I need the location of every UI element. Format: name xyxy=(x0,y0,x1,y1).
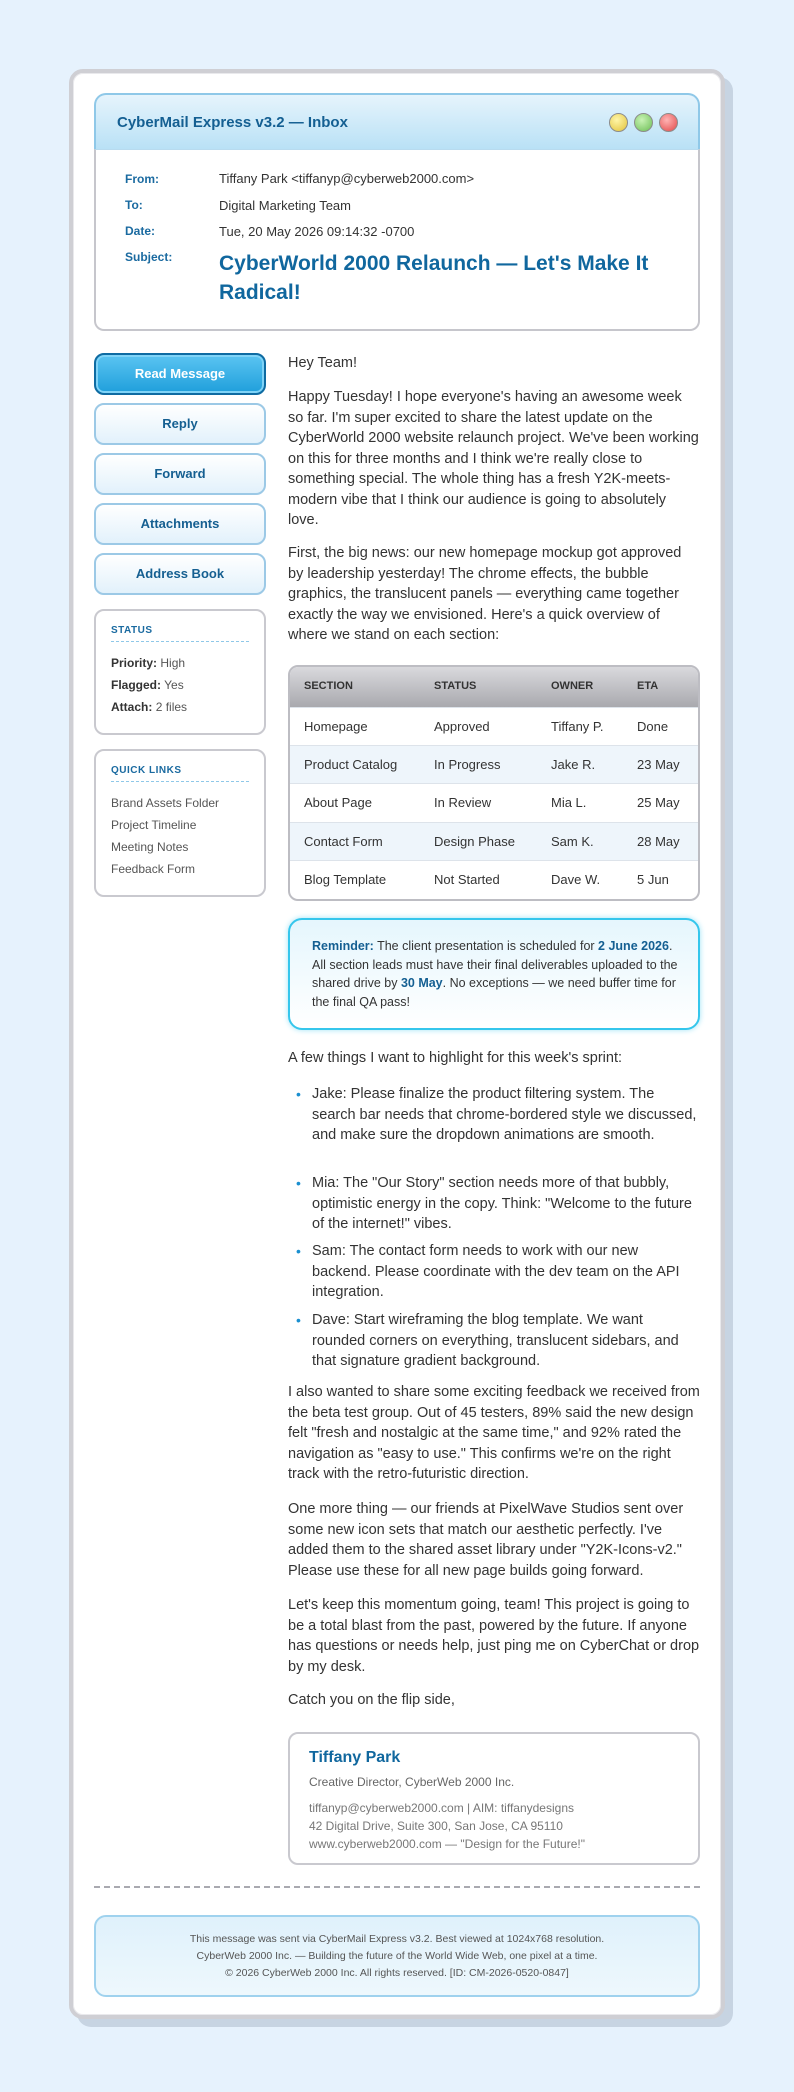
cell-owner: Tiffany P. xyxy=(551,719,604,734)
bullet-icon: • xyxy=(296,1086,301,1102)
cell-section: Blog Template xyxy=(304,872,387,887)
list-item: • Mia: The "Our Story" section needs more of that bubbly, optimistic energy in the copy. Think: "Welcome to the future of the internet!" vibes. xyxy=(296,1175,692,1232)
cell-owner: Mia L. xyxy=(551,795,587,810)
table-row xyxy=(290,822,698,861)
paragraph-news: First, the big news: our new homepage mockup got approved by leadership yesterday! The chrome effects, the bubble graphics, the translucent panels — everything came together exactly the way we envisioned. Here's a quick overview of where we stand on each section: xyxy=(288,545,682,643)
reminder-label: Reminder: xyxy=(312,939,374,953)
bullet-icon: • xyxy=(296,1312,301,1328)
from-label: From: xyxy=(125,172,159,186)
reminder-box xyxy=(288,918,700,1030)
quick-links-panel xyxy=(94,749,266,897)
signature-contact[interactable]: tiffanyp@cyberweb2000.com | AIM: tiffanydesigns xyxy=(309,1801,574,1815)
minimize-button[interactable] xyxy=(609,113,628,132)
forward-button[interactable]: Forward xyxy=(94,453,266,495)
col-owner: OWNER xyxy=(551,680,594,692)
cell-section: Product Catalog xyxy=(304,757,398,772)
cell-owner: Jake R. xyxy=(551,757,596,772)
attachments-button[interactable]: Attachments xyxy=(94,503,266,545)
reminder-text: Reminder: The client presentation is scheduled for 2 June 2026. All section leads must have their final deliverables uploaded to the shared drive by 30 May. No exceptions — we need buffer time for the final QA pass! xyxy=(312,939,678,1009)
deadline-date: 30 May xyxy=(400,976,443,990)
quick-link-brand-assets[interactable]: Brand Assets Folder xyxy=(111,796,220,810)
cell-status: Design Phase xyxy=(434,834,515,849)
to-label: To: xyxy=(125,198,143,212)
cell-eta: 28 May xyxy=(637,834,680,849)
bullet-icon: • xyxy=(296,1243,301,1259)
flagged-row: Flagged: Yes xyxy=(111,678,184,692)
from-value: Tiffany Park <tiffanyp@cyberweb2000.com> xyxy=(219,171,475,186)
signature-address: 42 Digital Drive, Suite 300, San Jose, CA 95110 xyxy=(309,1819,563,1833)
cell-status: Not Started xyxy=(434,872,500,887)
message-header xyxy=(94,149,700,331)
footer xyxy=(94,1915,700,1997)
quick-link-project-timeline[interactable]: Project Timeline xyxy=(111,818,197,832)
date-label: Date: xyxy=(125,224,156,238)
reply-button[interactable]: Reply xyxy=(94,403,266,445)
presentation-date: 2 June 2026 xyxy=(598,939,669,953)
subject-value: CyberWorld 2000 Relaunch — Let's Make It Radical! xyxy=(219,252,649,304)
close-button[interactable] xyxy=(659,113,678,132)
cell-owner: Dave W. xyxy=(551,872,601,887)
maximize-button[interactable] xyxy=(634,113,653,132)
greeting: Hey Team! xyxy=(288,355,358,371)
list-item: • Jake: Please finalize the product filtering system. The search bar needs that chrome-bordered style we discussed, and make sure the dropdown animations are smooth. xyxy=(296,1086,697,1143)
list-item: • Sam: The contact form needs to work with our new backend. Please coordinate with the dev team on the API integration. xyxy=(296,1243,680,1300)
paragraph-icons: One more thing — our friends at PixelWave Studios sent over some new icon sets that match our aesthetic perfectly. I've added them to the shared asset library under "Y2K-Icons-v2." Please use these for all new page builds going forward. xyxy=(288,1501,684,1579)
cell-eta: 5 Jun xyxy=(637,872,669,887)
footer-line: CyberWeb 2000 Inc. — Building the future of the World Wide Web, one pixel at a time. xyxy=(196,1950,598,1962)
to-value: Digital Marketing Team xyxy=(219,198,351,213)
cell-eta: Done xyxy=(637,719,669,734)
table-row xyxy=(290,745,698,784)
table-header xyxy=(290,667,698,707)
list-item: • Dave: Start wireframing the blog template. We want rounded corners on everything, translucent sidebars, and that signature gradient background. xyxy=(296,1312,679,1369)
cell-status: In Progress xyxy=(434,757,501,772)
subject-label: Subject: xyxy=(125,250,173,264)
cell-eta: 25 May xyxy=(637,795,680,810)
col-section: SECTION xyxy=(304,680,353,692)
attach-row: Attach: 2 files xyxy=(111,700,188,714)
paragraph-feedback: I also wanted to share some exciting feedback we received from the beta test group. Out of 45 testers, 89% said the new design felt "fresh and nostalgic at the same time," and 92% rated the navigation as "easy to use." This confirms we're on the right track with the retro-futuristic direction. xyxy=(288,1384,700,1482)
signature-name: Tiffany Park xyxy=(309,1749,401,1766)
read-message-button[interactable]: Read Message xyxy=(94,353,266,395)
paragraph-intro: Happy Tuesday! I hope everyone's having an awesome week so far. I'm super excited to share the latest update on the CyberWorld 2000 website relaunch project. We've been working on this for three months and I think we're really close to something special. The whole thing has a fresh Y2K-meets-modern vibe that I think our audience is going to absolutely love. xyxy=(288,389,699,528)
footer-line: This message was sent via CyberMail Express v3.2. Best viewed at 1024x768 resolution. xyxy=(189,1933,605,1945)
quick-links-title: QUICK LINKS xyxy=(111,765,249,782)
window-controls xyxy=(609,113,678,132)
status-panel-title: STATUS xyxy=(111,625,249,642)
cell-section: About Page xyxy=(304,795,372,810)
paragraph-momentum: Let's keep this momentum going, team! This project is going to be a total blast from the past, powered by the future. If anyone has questions or needs help, just ping me on CyberChat or drop by my desk. xyxy=(288,1597,700,1675)
title-bar xyxy=(94,93,700,149)
signature-website[interactable]: www.cyberweb2000.com — "Design for the Future!" xyxy=(309,1837,585,1851)
cell-section: Contact Form xyxy=(304,834,383,849)
address-book-button[interactable]: Address Book xyxy=(94,553,266,595)
footer-line: © 2026 CyberWeb 2000 Inc. All rights reserved. [ID: CM-2026-0520-0847] xyxy=(225,1967,569,1979)
bullet-icon: • xyxy=(296,1175,301,1191)
col-eta: ETA xyxy=(637,680,659,692)
cell-owner: Sam K. xyxy=(551,834,594,849)
divider xyxy=(94,1886,700,1888)
priority-row: Priority: High xyxy=(111,656,186,670)
cell-status: In Review xyxy=(434,795,492,810)
signoff: Catch you on the flip side, xyxy=(288,1692,455,1708)
signature-card xyxy=(288,1732,700,1865)
signature-role: Creative Director, CyberWeb 2000 Inc. xyxy=(309,1775,515,1789)
col-status: STATUS xyxy=(434,680,477,692)
paragraph-sprint: A few things I want to highlight for this week's sprint: xyxy=(288,1050,623,1066)
cell-section: Homepage xyxy=(304,719,368,734)
status-table xyxy=(288,665,700,901)
cell-status: Approved xyxy=(434,719,490,734)
date-value: Tue, 20 May 2026 09:14:32 -0700 xyxy=(219,224,415,239)
table-row xyxy=(290,783,698,822)
window-title: CyberMail Express v3.2 — Inbox xyxy=(117,114,348,131)
table-row xyxy=(290,860,698,899)
cell-eta: 23 May xyxy=(637,757,680,772)
quick-link-feedback-form[interactable]: Feedback Form xyxy=(111,862,196,876)
table-row xyxy=(290,707,698,746)
quick-link-meeting-notes[interactable]: Meeting Notes xyxy=(111,840,189,854)
status-panel xyxy=(94,609,266,735)
